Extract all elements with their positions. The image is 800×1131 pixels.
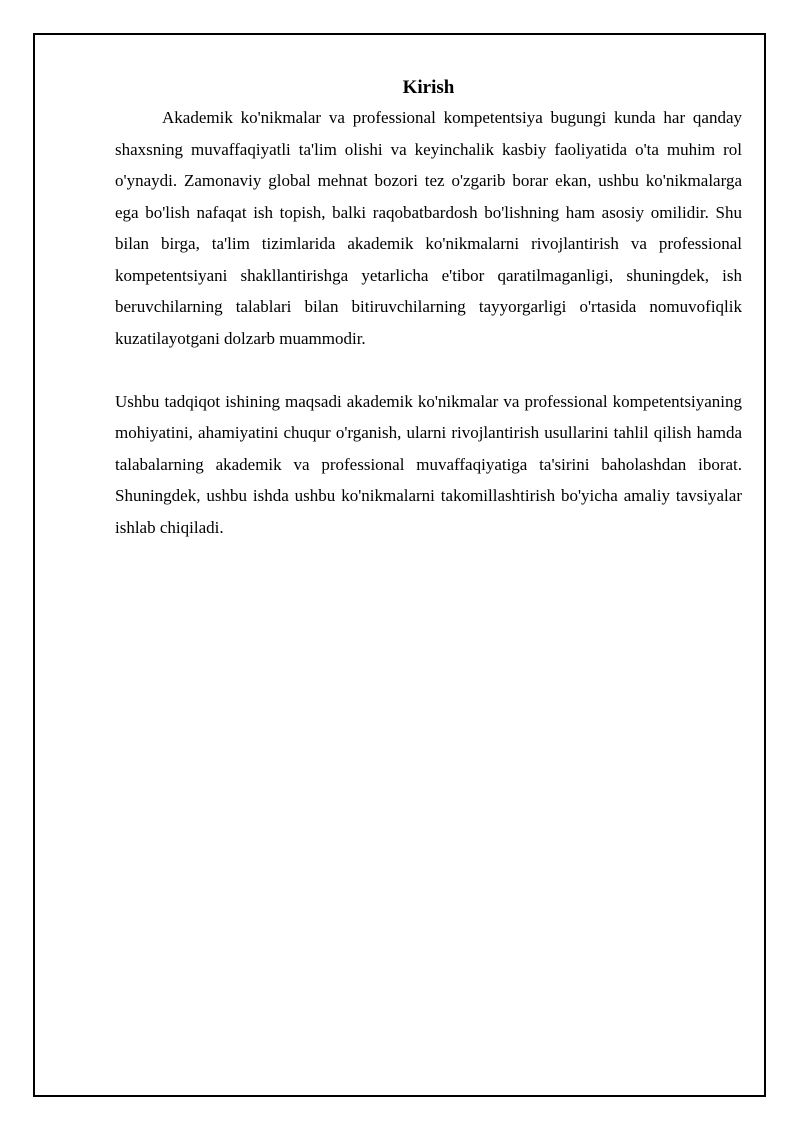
paragraph-spacer (115, 354, 742, 386)
intro-paragraph: Akademik ko'nikmalar va professional kompetentsiya bugungi kunda har qanday shaxsning muvaffaqiyatli ta'lim olishi va keyinchalik kasbiy faoliyatida o'ta muhim rol o'ynaydi. Zamonaviy global mehnat bozori tez o'zgarib borar ekan, ushbu ko'nikmalarga ega bo'lish nafaqat ish topish, balki raqobatbardosh bo'lishning ham asosiy omilidir. Shu bilan birga, ta'lim tizimlarida akademik ko'nikmalarni rivojlantirish va professional kompetentsiyani shakllantirishga yetarlicha e'tibor qaratilmaganligi, shuningdek, ish beruvchilarning talablari bilan bitiruvchilarning tayyorgarligi o'rtasida nomuvofiqlik kuzatilayotgani dolzarb muammodir. (115, 108, 742, 348)
document-body (115, 74, 742, 543)
purpose-paragraph: Ushbu tadqiqot ishining maqsadi akademik ko'nikmalar va professional kompetentsiyaning mohiyatini, ahamiyatini chuqur o'rganish, ularni rivojlantirish usullarini tahlil qilish hamda talabalarning akademik va professional muvaffaqiyatiga ta'sirini baholashdan iborat. Shuningdek, ushbu ishda ushbu ko'nikmalarni takomillashtirish bo'yicha amaliy tavsiyalar ishlab chiqiladi. (115, 391, 742, 537)
document-title: Kirish (402, 77, 455, 98)
